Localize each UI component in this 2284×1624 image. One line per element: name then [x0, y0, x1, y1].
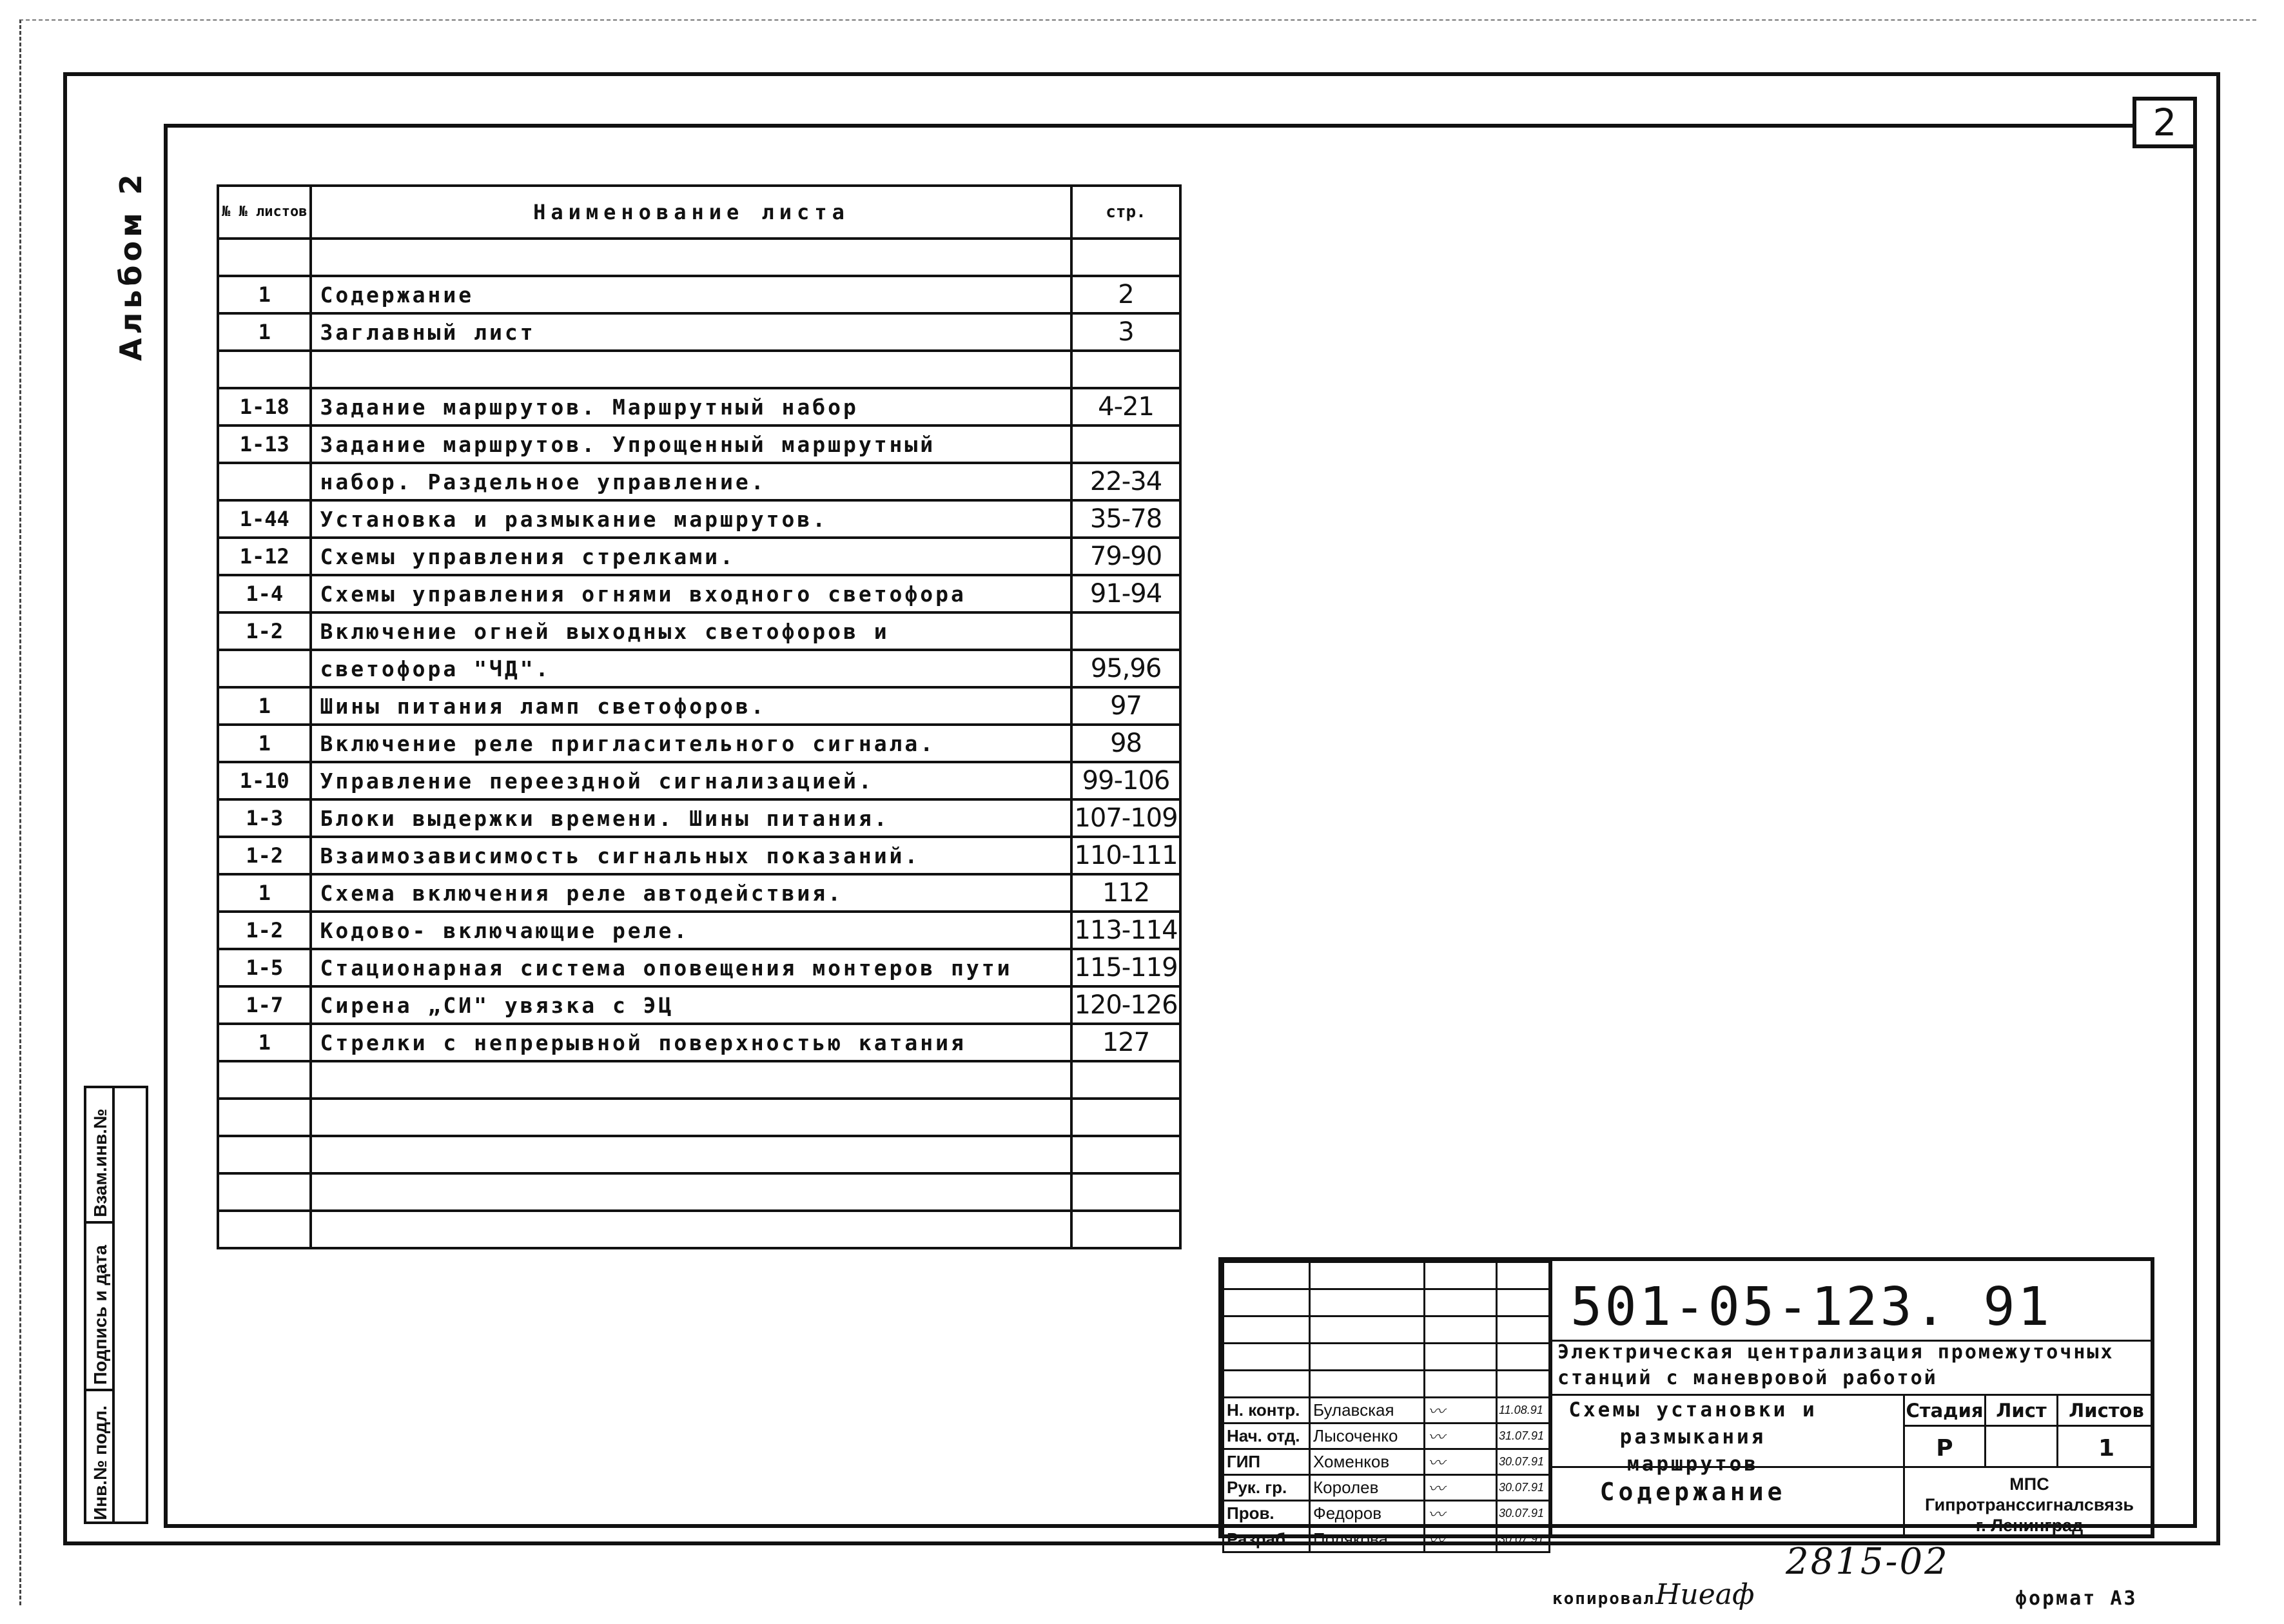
signer-role: Н. контр. [1224, 1398, 1310, 1423]
signature-grid-cell [1425, 1316, 1497, 1344]
row-page: 127 [1071, 1024, 1180, 1061]
row-sheet-name: Управление переездной сигнализацией. [311, 762, 1071, 799]
signature-grid-blank-row [1224, 1316, 1550, 1344]
contents-table [217, 184, 1182, 1249]
table-row [218, 949, 1180, 986]
signature-grid-cell [1224, 1316, 1310, 1344]
row-page: 98 [1071, 725, 1180, 762]
sheet-title: Схемы установки и размыкания маршрутов [1568, 1398, 1817, 1476]
table-row [218, 650, 1180, 687]
row-page [1071, 1211, 1180, 1248]
signer-date: 30.07.91 [1497, 1501, 1550, 1527]
row-page [1071, 1136, 1180, 1173]
sheet-contents-label: Содержание [1599, 1478, 1786, 1506]
row-page [1071, 239, 1180, 276]
row-sheet-name: Установка и размыкание маршрутов. [311, 500, 1071, 538]
table-row [218, 1211, 1180, 1248]
signature-grid-cell [1497, 1262, 1550, 1289]
signer-signature: 〰 [1425, 1398, 1497, 1423]
signature-grid-cell [1310, 1371, 1425, 1398]
table-row [218, 912, 1180, 949]
signer-role: Пров. [1224, 1501, 1310, 1527]
row-page: 120-126 [1071, 986, 1180, 1024]
side-label-podpis: Подпись и дата [90, 1245, 110, 1385]
stage-value: Р [1936, 1435, 1953, 1462]
signer-name: Федоров [1310, 1501, 1425, 1527]
row-page: 4-21 [1071, 388, 1180, 426]
row-page [1071, 1099, 1180, 1136]
row-sheet-name: Схемы управления огнями входного светофора [311, 575, 1071, 612]
sheet-number: 2 [2133, 97, 2197, 148]
row-sheet-name: Схемы управления стрелками. [311, 538, 1071, 575]
row-page: 110-111 [1071, 837, 1180, 874]
table-row [218, 426, 1180, 463]
side-cell-inv [86, 1391, 115, 1524]
side-label-inv: Инв.№ подл. [90, 1405, 110, 1520]
row-page: 35-78 [1071, 500, 1180, 538]
row-page: 91-94 [1071, 575, 1180, 612]
signer-role: Разраб. [1224, 1527, 1310, 1552]
row-sheet-count: 1-2 [218, 612, 311, 650]
row-sheet-count: 1 [218, 276, 311, 313]
signer-date: 30.07.91 [1497, 1449, 1550, 1475]
row-sheet-name: набор. Раздельное управление. [311, 463, 1071, 500]
row-sheet-count [218, 239, 311, 276]
table-row [218, 575, 1180, 612]
signature-grid-cell [1425, 1262, 1497, 1289]
row-page: 113-114 [1071, 912, 1180, 949]
row-sheet-count [218, 351, 311, 388]
table-row [218, 500, 1180, 538]
row-sheet-name [311, 1173, 1071, 1211]
signature-grid-cell [1224, 1289, 1310, 1316]
table-row [218, 986, 1180, 1024]
signature-grid-cell [1425, 1289, 1497, 1316]
header-sheet-count: № № листов [218, 186, 311, 239]
sheet-header: Лист [1996, 1400, 2047, 1422]
table-row [218, 1173, 1180, 1211]
row-sheet-count: 1 [218, 725, 311, 762]
table-row [218, 762, 1180, 799]
organization-line-3: г. Ленинград [1975, 1516, 2084, 1535]
signature-grid-cell [1224, 1262, 1310, 1289]
signer-role: Нач. отд. [1224, 1423, 1310, 1449]
sheets-header: Листов [2069, 1400, 2144, 1422]
signature-grid-cell [1497, 1344, 1550, 1371]
row-sheet-count [218, 650, 311, 687]
organization [1904, 1474, 2154, 1536]
signer-date: 31.07.91 [1497, 1423, 1550, 1449]
row-sheet-name: Кодово- включающие реле. [311, 912, 1071, 949]
table-row [218, 687, 1180, 725]
row-sheet-count: 1 [218, 874, 311, 912]
copied-by-label: копировал [1552, 1589, 1655, 1609]
table-row [218, 1024, 1180, 1061]
table-row [218, 313, 1180, 351]
signature-grid-blank-row [1224, 1371, 1550, 1398]
row-sheet-name [311, 1061, 1071, 1099]
signer-row [1224, 1449, 1550, 1475]
row-sheet-count: 1-44 [218, 500, 311, 538]
signer-row [1224, 1501, 1550, 1527]
signer-name: Полякова [1310, 1527, 1425, 1552]
signer-role: ГИП [1224, 1449, 1310, 1475]
row-sheet-name: Включение огней выходных светофоров и [311, 612, 1071, 650]
row-sheet-name: Включение реле пригласительного сигнала. [311, 725, 1071, 762]
row-sheet-count: 1-3 [218, 799, 311, 837]
signature-grid-blank-row [1224, 1344, 1550, 1371]
row-page: 2 [1071, 276, 1180, 313]
header-sheet-name: Наименование листа [311, 186, 1071, 239]
side-cell-vzam [86, 1088, 115, 1224]
contents-table-body [218, 239, 1180, 1248]
row-sheet-count [218, 1099, 311, 1136]
header-page: стр. [1071, 186, 1180, 239]
signature-grid-cell [1310, 1316, 1425, 1344]
signer-signature: 〰 [1425, 1527, 1497, 1552]
row-sheet-count: 1-4 [218, 575, 311, 612]
signer-name: Королев [1310, 1475, 1425, 1501]
table-row [218, 1099, 1180, 1136]
row-sheet-name: Заглавный лист [311, 313, 1071, 351]
row-page: 3 [1071, 313, 1180, 351]
table-row [218, 388, 1180, 426]
row-sheet-name: Задание маршрутов. Упрощенный маршрутный [311, 426, 1071, 463]
row-sheet-count: 1 [218, 313, 311, 351]
signature-grid-blank-row [1224, 1289, 1550, 1316]
sheets-value: 1 [2098, 1435, 2115, 1462]
signer-name: Хоменков [1310, 1449, 1425, 1475]
table-row [218, 725, 1180, 762]
row-page: 99-106 [1071, 762, 1180, 799]
signer-name: Лысоченко [1310, 1423, 1425, 1449]
row-sheet-name: Задание маршрутов. Маршрутный набор [311, 388, 1071, 426]
signer-signature: 〰 [1425, 1449, 1497, 1475]
table-row [218, 612, 1180, 650]
row-page [1071, 426, 1180, 463]
signature-grid-cell [1497, 1289, 1550, 1316]
row-sheet-name [311, 1211, 1071, 1248]
row-sheet-count [218, 1173, 311, 1211]
table-row [218, 538, 1180, 575]
table-row [218, 463, 1180, 500]
table-row [218, 239, 1180, 276]
signature-grid-cell [1310, 1344, 1425, 1371]
row-sheet-name: Шины питания ламп светофоров. [311, 687, 1071, 725]
table-row [218, 276, 1180, 313]
table-header-row [218, 186, 1180, 239]
signature-grid-blank-row [1224, 1262, 1550, 1289]
signer-date: 30.07.91 [1497, 1527, 1550, 1552]
signer-signature: 〰 [1425, 1423, 1497, 1449]
row-sheet-name: Схема включения реле автодействия. [311, 874, 1071, 912]
row-sheet-name: Содержание [311, 276, 1071, 313]
signature-grid-cell [1425, 1344, 1497, 1371]
title-block [1218, 1257, 2154, 1550]
row-sheet-name: Стационарная система оповещения монтеров пути [311, 949, 1071, 986]
row-sheet-name: Стрелки с непрерывной поверхностью катания [311, 1024, 1071, 1061]
row-page: 112 [1071, 874, 1180, 912]
row-sheet-count: 1-10 [218, 762, 311, 799]
signature-grid-cell [1497, 1316, 1550, 1344]
row-sheet-name [311, 239, 1071, 276]
signature-grid-cell [1310, 1289, 1425, 1316]
side-stamp-block [84, 1086, 148, 1524]
row-sheet-name [311, 1136, 1071, 1173]
row-sheet-name [311, 351, 1071, 388]
row-sheet-count: 1-2 [218, 912, 311, 949]
row-sheet-count: 1 [218, 687, 311, 725]
organization-line-1: МПС [2009, 1474, 2049, 1494]
format-label: формат А3 [2015, 1587, 2138, 1610]
side-label-vzam: Взам.инв.№ [90, 1108, 110, 1217]
side-cell-podpis [86, 1224, 115, 1391]
signature-grid-cell [1497, 1371, 1550, 1398]
row-sheet-name: Взаимозависимость сигнальных показаний. [311, 837, 1071, 874]
row-sheet-count: 1-12 [218, 538, 311, 575]
table-row [218, 874, 1180, 912]
signature-grid [1222, 1261, 1550, 1553]
table-row [218, 799, 1180, 837]
row-sheet-count: 1-18 [218, 388, 311, 426]
row-sheet-count [218, 1136, 311, 1173]
table-row [218, 1136, 1180, 1173]
row-sheet-count [218, 1061, 311, 1099]
row-sheet-name [311, 1099, 1071, 1136]
stage-header: Стадия [1906, 1400, 1984, 1422]
table-row [218, 1061, 1180, 1099]
copied-by-signature: Ниеаф [1655, 1578, 1755, 1611]
row-sheet-count: 1 [218, 1024, 311, 1061]
row-page [1071, 351, 1180, 388]
signer-row [1224, 1527, 1550, 1552]
row-page: 79-90 [1071, 538, 1180, 575]
row-page [1071, 612, 1180, 650]
signature-grid-cell [1224, 1371, 1310, 1398]
row-page [1071, 1061, 1180, 1099]
archive-number: 2815-02 [1786, 1541, 1949, 1583]
table-row [218, 837, 1180, 874]
signer-row [1224, 1398, 1550, 1423]
row-sheet-name: светофора "ЧД". [311, 650, 1071, 687]
row-page: 95,96 [1071, 650, 1180, 687]
signer-role: Рук. гр. [1224, 1475, 1310, 1501]
row-page: 107-109 [1071, 799, 1180, 837]
row-sheet-count: 1-2 [218, 837, 311, 874]
signature-grid-cell [1224, 1344, 1310, 1371]
title-divider-vertical [1548, 1261, 1552, 1538]
signer-row [1224, 1475, 1550, 1501]
signer-signature: 〰 [1425, 1501, 1497, 1527]
row-sheet-count [218, 1211, 311, 1248]
row-sheet-name: Блоки выдержки времени. Шины питания. [311, 799, 1071, 837]
row-sheet-count [218, 463, 311, 500]
signer-date: 30.07.91 [1497, 1475, 1550, 1501]
signer-date: 11.08.91 [1497, 1398, 1550, 1423]
organization-line-2: Гипротранссигналсвязь [1925, 1495, 2134, 1514]
signer-signature: 〰 [1425, 1475, 1497, 1501]
project-title: Электрическая централизация промежуточных станций с маневровой работой [1557, 1341, 2114, 1389]
document-code: 501-05-123. 91 [1570, 1277, 2053, 1338]
row-page: 97 [1071, 687, 1180, 725]
signer-row [1224, 1423, 1550, 1449]
signature-grid-cell [1425, 1371, 1497, 1398]
album-label: Альбом 2 [113, 170, 148, 361]
row-page [1071, 1173, 1180, 1211]
signer-name: Булавская [1310, 1398, 1425, 1423]
signature-grid-cell [1310, 1262, 1425, 1289]
row-page: 22-34 [1071, 463, 1180, 500]
row-page: 115-119 [1071, 949, 1180, 986]
row-sheet-name: Сирена „СИ" увязка с ЭЦ [311, 986, 1071, 1024]
sheet-value [1986, 1426, 2056, 1471]
title-divider-2 [1548, 1394, 2154, 1396]
row-sheet-count: 1-5 [218, 949, 311, 986]
table-row [218, 351, 1180, 388]
row-sheet-count: 1-13 [218, 426, 311, 463]
row-sheet-count: 1-7 [218, 986, 311, 1024]
